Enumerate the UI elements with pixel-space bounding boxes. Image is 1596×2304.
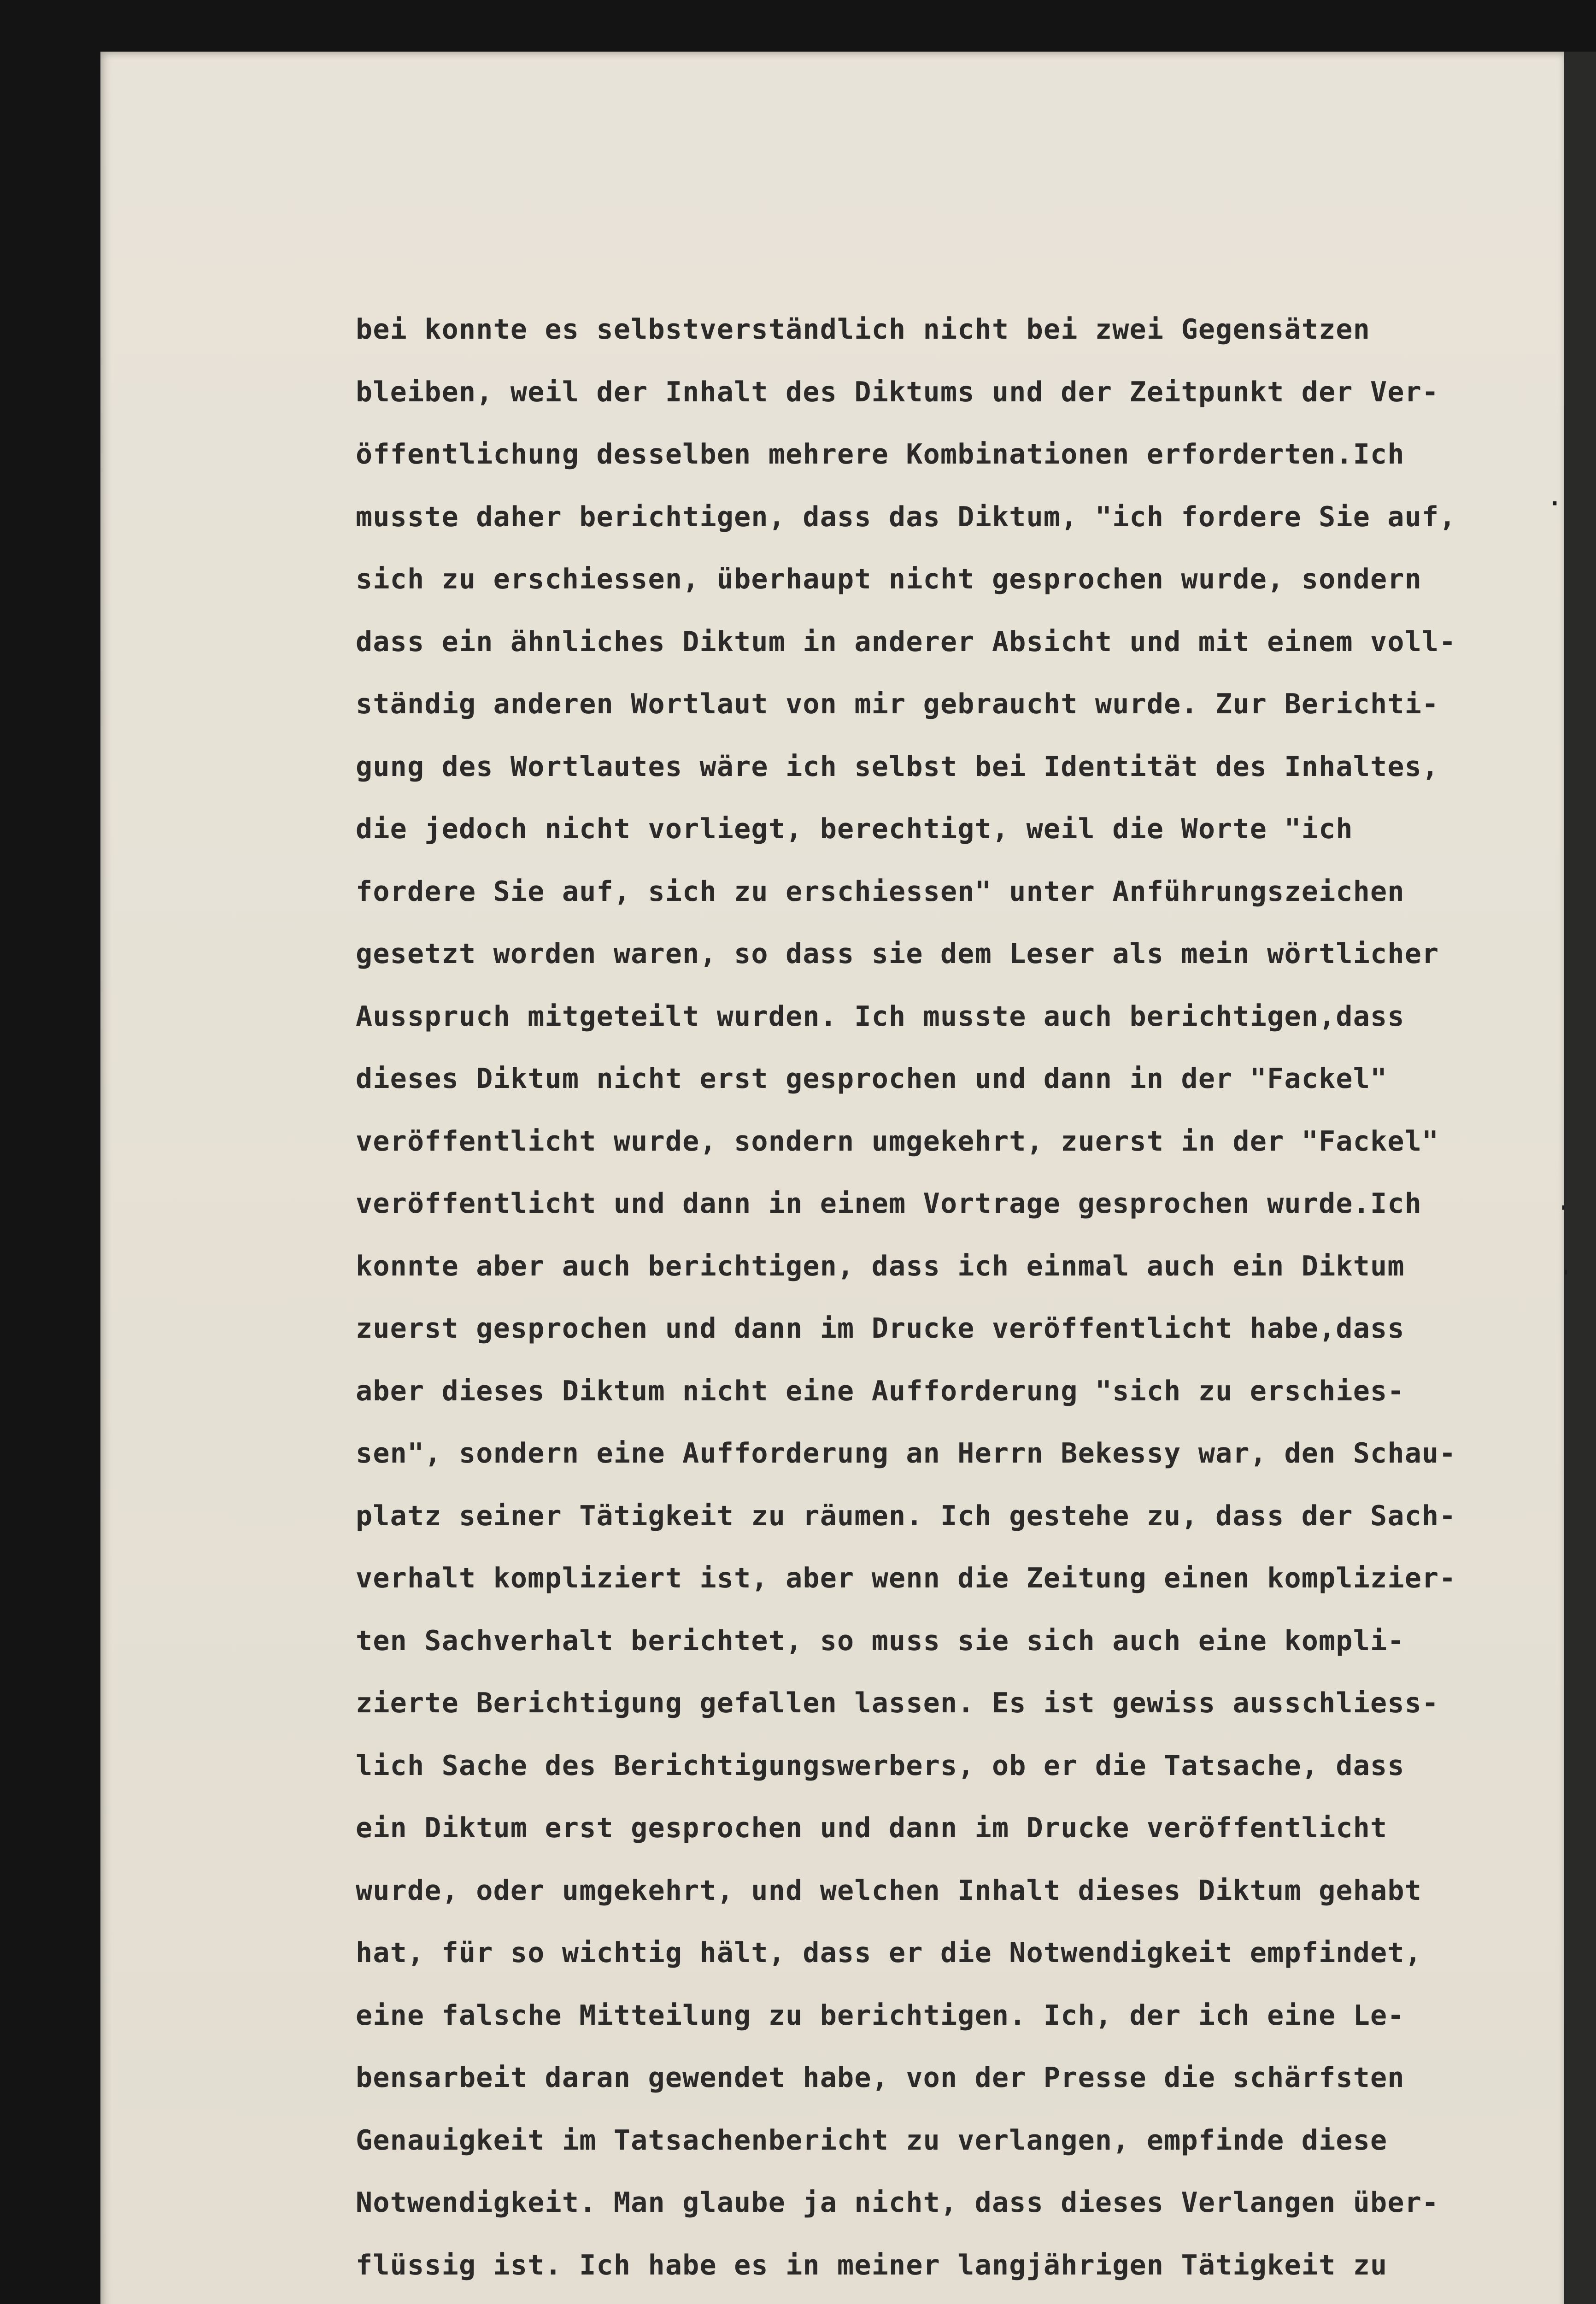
typewritten-text-body	[356, 299, 1526, 2297]
text-line: veröffentlicht wurde, sondern umgekehrt, zuerst in der "Fackel"	[356, 1125, 1439, 1158]
text-line: konnte aber auch berichtigen, dass ich einmal auch ein Diktum	[356, 1250, 1405, 1282]
text-line: ständig anderen Wortlaut von mir gebraucht wurde. Zur Berichti-	[356, 688, 1439, 720]
text-line: gung des Wortlautes wäre ich selbst bei Identität des Inhaltes,	[356, 750, 1439, 783]
margin-mark-middle: '	[1558, 1203, 1568, 1222]
text-line: musste daher berichtigen, dass das Diktum, "ich fordere Sie auf,	[356, 500, 1456, 533]
text-line: platz seiner Tätigkeit zu räumen. Ich gestehe zu, dass der Sach-	[356, 1499, 1456, 1532]
text-line: zuerst gesprochen und dann im Drucke veröffentlicht habe,dass	[356, 1312, 1405, 1345]
text-line: die jedoch nicht vorliegt, berechtigt, weil die Worte "ich	[356, 813, 1353, 845]
text-line: Genauigkeit im Tatsachenbericht zu verlangen, empfinde diese	[356, 2124, 1388, 2157]
text-line: dass ein ähnliches Diktum in anderer Absicht und mit einem voll-	[356, 625, 1456, 658]
text-line: Ausspruch mitgeteilt wurden. Ich musste auch berichtigen,dass	[356, 1000, 1405, 1033]
text-line: verhalt kompliziert ist, aber wenn die Zeitung einen komplizier-	[356, 1562, 1456, 1594]
margin-mark-lower: '	[1561, 1267, 1571, 1286]
page-edge-shadow	[1564, 52, 1596, 2304]
text-line: zierte Berichtigung gefallen lassen. Es ist gewiss ausschliess-	[356, 1687, 1439, 1719]
text-line: bensarbeit daran gewendet habe, von der Presse die schärfsten	[356, 2062, 1405, 2094]
text-line: hat, für so wichtig hält, dass er die Notwendigkeit empfindet,	[356, 1937, 1422, 1969]
text-line: ein Diktum erst gesprochen und dann im Drucke veröffentlicht	[356, 1812, 1388, 1844]
text-line: lich Sache des Berichtigungswerbers, ob er die Tatsache, dass	[356, 1749, 1405, 1782]
text-line: sich zu erschiessen, überhaupt nicht gesprochen wurde, sondern	[356, 563, 1422, 595]
text-line: eine falsche Mitteilung zu berichtigen. Ich, der ich eine Le-	[356, 1999, 1405, 2032]
text-line: aber dieses Diktum nicht eine Aufforderung "sich zu erschies-	[356, 1375, 1405, 1407]
text-line: fordere Sie auf, sich zu erschiessen" unter Anführungszeichen	[356, 875, 1405, 908]
text-line: wurde, oder umgekehrt, und welchen Inhalt dieses Diktum gehabt	[356, 1874, 1422, 1907]
text-line: Notwendigkeit. Man glaube ja nicht, dass dieses Verlangen über-	[356, 2186, 1439, 2219]
text-line: ten Sachverhalt berichtet, so muss sie sich auch eine kompli-	[356, 1624, 1405, 1657]
text-line: bleiben, weil der Inhalt des Diktums und der Zeitpunkt der Ver-	[356, 376, 1439, 408]
text-line: flüssig ist. Ich habe es in meiner langjährigen Tätigkeit zu	[356, 2249, 1388, 2281]
text-line: sen", sondern eine Aufforderung an Herrn Bekessy war, den Schau-	[356, 1437, 1456, 1469]
text-line: bei konnte es selbstverständlich nicht bei zwei Gegensätzen	[356, 313, 1371, 346]
text-line: öffentlichung desselben mehrere Kombinationen erforderten.Ich	[356, 438, 1405, 470]
text-line: veröffentlicht und dann in einem Vortrage gesprochen wurde.Ich	[356, 1187, 1422, 1220]
margin-mark-top: ·	[1548, 491, 1561, 517]
text-line: dieses Diktum nicht erst gesprochen und dann in der "Fackel"	[356, 1063, 1388, 1095]
text-line: gesetzt worden waren, so dass sie dem Leser als mein wörtlicher	[356, 938, 1439, 970]
